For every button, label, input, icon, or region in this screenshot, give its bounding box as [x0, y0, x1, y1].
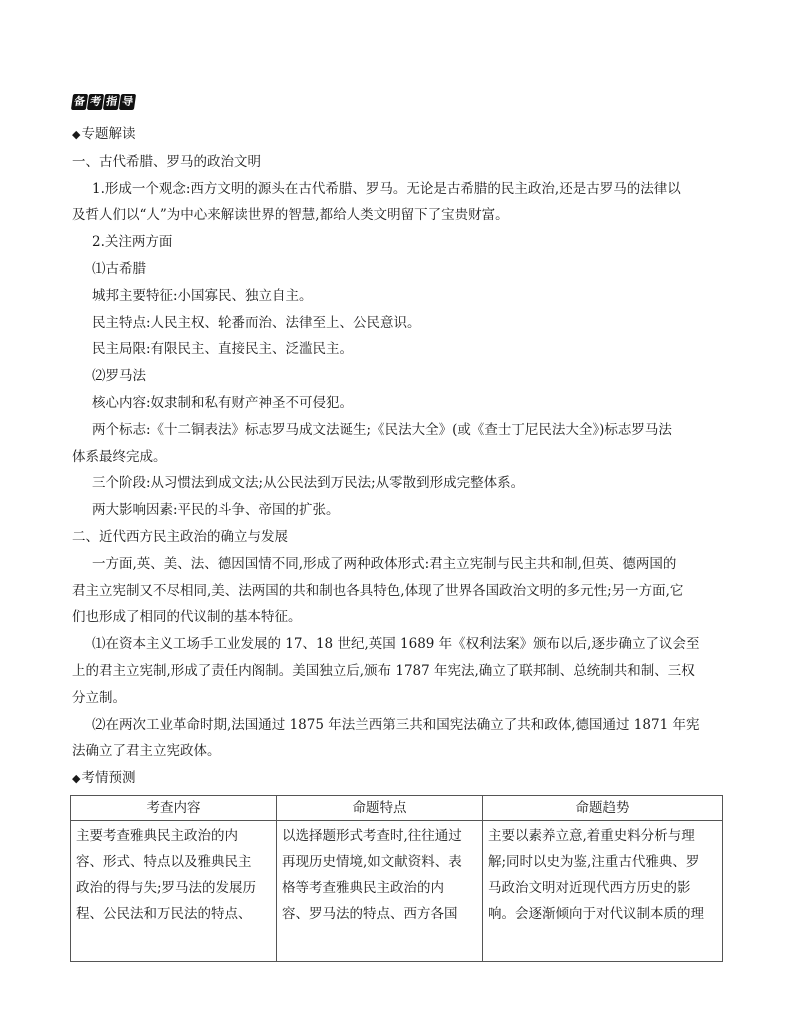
table-cell-features: 以选择题形式考查时,往往通过 再现历史情境,如文献资料、表 格等考查雅典民主政治的内 容、罗马法的特点、西方各国 — [277, 821, 483, 962]
paragraph: 君主立宪制又不尽相同,美、法两国的共和制也各具特色,体现了世界各国政治文明的多元性;另一方面,它 — [72, 582, 684, 599]
column-header: 命题趋势 — [483, 796, 723, 821]
diamond-icon: ◆ — [72, 772, 81, 786]
paragraph: 们也形成了相同的代议制的基本特征。 — [72, 609, 302, 626]
column-header: 命题特点 — [277, 796, 483, 821]
paragraph: 两个标志:《十二铜表法》标志罗马成文法诞生;《民法大全》(或《查士丁尼民法大全》)标志罗马法 — [92, 421, 672, 438]
paragraph: 一方面,英、美、法、德因国情不同,形成了两种政体形式:君主立宪制与民主共和制,但英、德两国的 — [92, 555, 677, 572]
section-heading-interpretation: ◆专题解读 — [72, 126, 136, 142]
section-heading-exam-forecast: ◆考情预测 — [72, 770, 136, 787]
part1-heading: 一、古代希腊、罗马的政治文明 — [72, 153, 261, 170]
paragraph: 民主特点:人民主权、轮番而治、法律至上、公民意识。 — [92, 314, 421, 331]
table-cell-content: 主要考查雅典民主政治的内 容、形式、特点以及雅典民主 政治的得与失;罗马法的发展历 程、公民法和万民法的特点、 — [71, 821, 277, 962]
column-header: 考查内容 — [71, 796, 277, 821]
table-header-row — [71, 796, 723, 821]
study-guide-badge — [72, 94, 135, 110]
subheading-roman-law: ⑵罗马法 — [92, 368, 146, 385]
badge-char: 指 — [103, 94, 120, 110]
paragraph: 城邦主要特征:小国寡民、独立自主。 — [92, 287, 313, 304]
paragraph: 体系最终完成。 — [72, 448, 167, 465]
paragraph: 核心内容:奴隶制和私有财产神圣不可侵犯。 — [92, 394, 354, 411]
badge-char: 考 — [87, 94, 104, 110]
badge-char: 备 — [71, 94, 88, 110]
paragraph: ⑵在两次工业革命时期,法国通过 1875 年法兰西第三共和国宪法确立了共和政体,德国通过 1871 年宪 — [92, 716, 700, 733]
paragraph: ⑴在资本主义工场手工业发展的 17、18 世纪,英国 1689 年《权利法案》颁布以后,逐步确立了议会至 — [92, 636, 700, 653]
paragraph: 及哲人们以“人”为中心来解读世界的智慧,都给人类文明留下了宝贵财富。 — [72, 207, 509, 224]
table-cell-trends: 主要以素养立意,着重史料分析与理 解;同时以史为鉴,注重古代雅典、罗 马政治文明对近现代西方历史的影 响。会逐渐倾向于对代议制本质的理 — [483, 821, 723, 962]
table-row — [71, 821, 723, 962]
exam-forecast-table — [70, 795, 723, 962]
paragraph: 1.形成一个观念:西方文明的源头在古代希腊、罗马。无论是古希腊的民主政治,还是古罗马的法律以 — [92, 180, 681, 197]
badge-char: 导 — [119, 94, 136, 110]
paragraph: 分立制。 — [72, 689, 126, 706]
part2-heading: 二、近代西方民主政治的确立与发展 — [72, 528, 288, 545]
paragraph: 民主局限:有限民主、直接民主、泛滥民主。 — [92, 341, 354, 358]
diamond-icon: ◆ — [72, 128, 81, 141]
paragraph: 上的君主立宪制,形成了责任内阁制。美国独立后,颁布 1787 年宪法,确立了联邦制、总统制共和制、三权 — [72, 662, 695, 679]
paragraph: 法确立了君主立宪政体。 — [72, 743, 221, 760]
subheading-greece: ⑴古希腊 — [92, 260, 146, 277]
paragraph: 三个阶段:从习惯法到成文法;从公民法到万民法;从零散到形成完整体系。 — [92, 475, 525, 492]
paragraph: 2.关注两方面 — [92, 234, 173, 251]
document-body — [72, 121, 722, 793]
paragraph: 两大影响因素:平民的斗争、帝国的扩张。 — [92, 502, 340, 519]
